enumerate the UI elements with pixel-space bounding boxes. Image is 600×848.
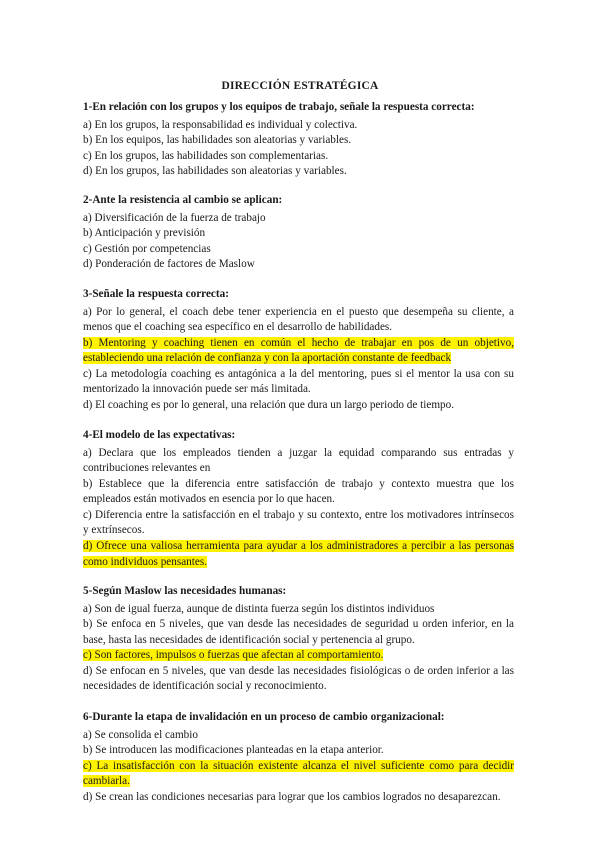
- question-4-option-d: [83, 539, 514, 570]
- question-4-option-c: c) Diferencia entre la satisfacción en el trabajo y su contexto, entre los motivadores intrínsecos y extrínsecos.: [83, 508, 514, 537]
- question-4-option-b: b) Establece que la diferencia entre satisfacción de trabajo y contexto muestra que los empleados están motivados en esencia por lo que hacen.: [83, 477, 514, 506]
- page-title: DIRECCIÓN ESTRATÉGICA: [221, 80, 379, 92]
- question-1-option-c: c) En los grupos, las habilidades son complementarias.: [83, 149, 329, 162]
- question-1-option-b: b) En los equipos, las habilidades son aleatorias y variables.: [83, 134, 352, 147]
- question-4-option-a: a) Declara que los empleados tienden a juzgar la equidad comparando sus entradas y contribuciones relevantes en: [83, 446, 514, 475]
- highlighted-answer: b) Mentoring y coaching tienen en común el hecho de trabajar en pos de un objetivo, estableciendo una relación de confianza y con la aportación constante de feedback: [83, 336, 514, 365]
- question-3-text: 3-Señale la respuesta correcta:: [83, 288, 229, 300]
- question-block-6: [83, 710, 514, 805]
- question-1-text: 1-En relación con los grupos y los equipos de trabajo, señale la respuesta correcta:: [83, 101, 475, 113]
- question-5-option-c: [83, 648, 514, 664]
- question-6-option-b: b) Se introducen las modificaciones planteadas en la etapa anterior.: [83, 744, 384, 757]
- question-5-option-d: d) Se enfocan en 5 niveles, que van desde las necesidades fisiológicas o de orden inferior a las necesidades de identificación social y reconocimiento.: [83, 664, 514, 693]
- question-2-option-a: a) Diversificación de la fuerza de trabajo: [83, 211, 266, 224]
- question-2-option-d: d) Ponderación de factores de Maslow: [83, 258, 255, 271]
- question-block-1: [83, 100, 514, 180]
- question-3-option-a: a) Por lo general, el coach debe tener experiencia en el puesto que desempeña su cliente, a menos que el coaching sea específico en el desarrollo de habilidades.: [83, 305, 514, 334]
- question-block-5: [83, 584, 514, 695]
- highlighted-answer: d) Ofrece una valiosa herramienta para ayudar a los administradores a percibir a las personas como individuos pensantes.: [83, 540, 514, 568]
- question-2-option-b: b) Anticipación y previsión: [83, 227, 206, 240]
- question-3-option-b: [83, 336, 514, 367]
- question-4-text: 4-El modelo de las expectativas:: [83, 429, 236, 441]
- question-block-4: [83, 428, 514, 570]
- question-5-option-b: b) Se enfoca en 5 niveles, que van desde las necesidades de seguridad u orden inferior, en la base, hasta las necesidades de identificación social y pertenencia al grupo.: [83, 618, 514, 646]
- question-6-option-a: a) Se consolida el cambio: [83, 728, 198, 741]
- question-5-option-a: a) Son de igual fuerza, aunque de distinta fuerza según los distintos individuos: [83, 602, 435, 615]
- question-3-option-d: d) El coaching es por lo general, una relación que dura un largo periodo de tiempo.: [83, 399, 455, 412]
- question-block-3: [83, 287, 514, 414]
- question-2-text: 2-Ante la resistencia al cambio se aplican:: [83, 194, 283, 206]
- question-block-2: [83, 193, 514, 273]
- highlighted-answer: c) La insatisfacción con la situación existente alcanza el nivel suficiente como para decidir cambiarla.: [83, 759, 514, 788]
- question-1-option-d: d) En los grupos, las habilidades son aleatorias y variables.: [83, 165, 347, 178]
- question-6-option-c: [83, 759, 514, 790]
- question-5-text: 5-Según Maslow las necesidades humanas:: [83, 585, 287, 597]
- question-6-option-d: d) Se crean las condiciones necesarias para lograr que los cambios logrados no desaparezcan.: [83, 790, 501, 803]
- question-1-option-a: a) En los grupos, la responsabilidad es individual y colectiva.: [83, 118, 358, 131]
- highlighted-answer: c) Son factores, impulsos o fuerzas que afectan al comportamiento.: [83, 649, 384, 662]
- question-3-option-c: c) La metodología coaching es antagónica a la del mentoring, pues si el mentor la usa con su mentorizado la innovación puede ser más limitada.: [83, 367, 514, 396]
- question-2-option-c: c) Gestión por competencias: [83, 242, 211, 255]
- question-6-text: 6-Durante la etapa de invalidación en un proceso de cambio organizacional:: [83, 711, 445, 723]
